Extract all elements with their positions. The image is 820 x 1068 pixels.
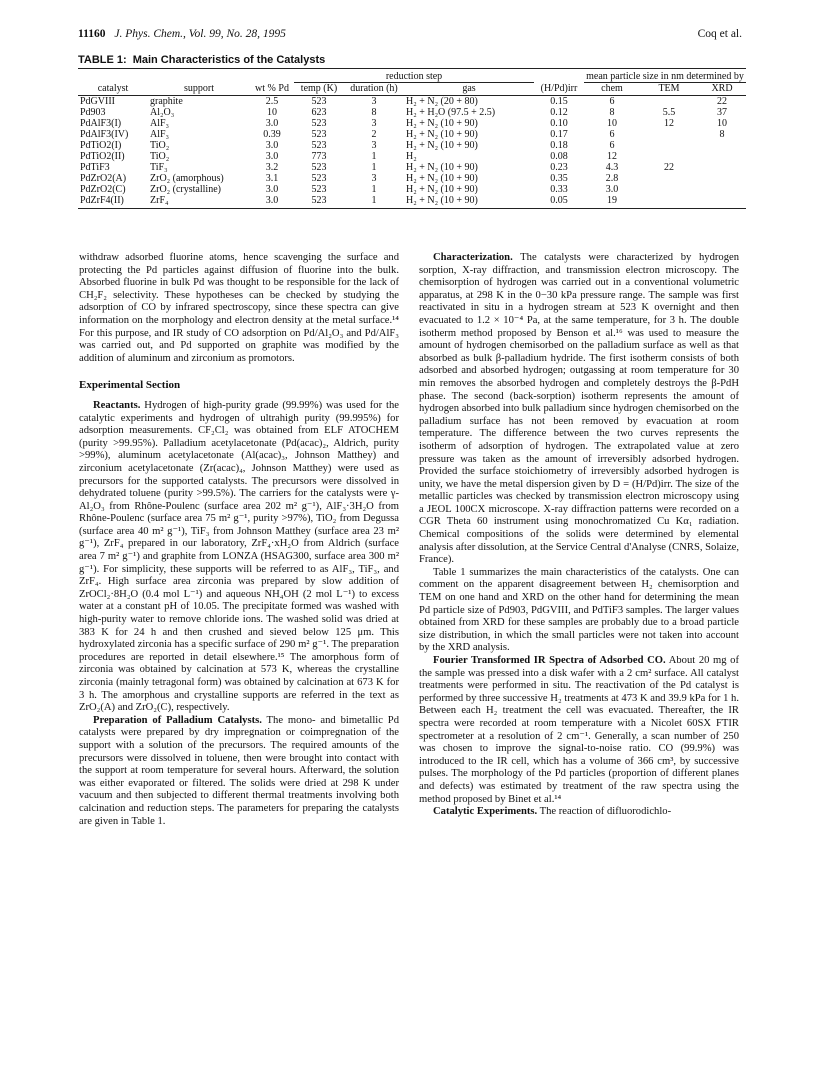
table-summary-paragraph: Table 1 summarizes the main characteristics of the catalysts. One can comment on the apparent disagreement between H₂ chemisorption and TEM on one hand and XRD on the other hand for determining the mean Pd particle size of Pd903, PdGVIII, and PdTiF3 samples. The larger values obtained from XRD for these samples are probably due to a broad particle size distribution, in which the small particles were not taken into account by the XRD analysis. — [419, 566, 739, 654]
table-cell: 10 — [267, 107, 277, 118]
table-cell: PdTiO2(II) — [80, 151, 125, 162]
table-cell: 0.12 — [550, 107, 568, 118]
reactants-paragraph — [79, 400, 399, 715]
reactants-runin: Reactants. — [93, 399, 141, 411]
running-authors: Coq et al. — [697, 28, 742, 40]
column-header: gas — [404, 83, 534, 96]
table-cell: H₂ + N₂ (10 + 90) — [406, 129, 478, 140]
table-cell: 6 — [609, 96, 615, 107]
table-row — [78, 195, 746, 209]
table-row — [78, 129, 746, 140]
table-cell: graphite — [150, 96, 183, 107]
table-cell: 10 — [607, 118, 617, 129]
characterization-text: The catalysts were characterized by hydrogen sorption, X-ray diffraction, and transmission electron microscopy. The chemisorption of hydrogen was carried out in a conventional volumetric apparatus, at 298 K in the 0−30 kPa pressure range. The sample was first reactivated in situ in a hydrogen stream at 523 K overnight and then evacuated to 1.2 × 10⁻⁴ Pa, at the same temperature, for 3 h. The double isotherm method proposed by Benson et al.¹⁶ was used to measure the amount of hydrogen chemisorbed on the palladium surface as well as that absorbed as bulk β-palladium hydride. The first isotherm consists of both adsorbed and absorbed hydrogen; outgassing at room temperature for 30 min removes the absorbed hydrogen and completely destroys the β-PdH phase. The second (back-sorption) isotherm represents the amount of hydrogen absorbed into bulk palladium since hydrogen chemisorbed on the palladium surface has not been removed by evacuation at room temperature. The difference between the two curves represents the isotherm of adsorption of hydrogen. The extrapolated value at zero pressure was taken as the amount of irreversibly adsorbed hydrogen. Provided the surface stoichiometry of irreversibly adsorbed hydrogen is unity, we have the metal dispersion given by D = (H/Pd)irr. The size of the metallic particles was checked by transmission electron microscopy using a JEOL 100CX microscope. X-ray diffraction patterns were recorded on a CGR Theta 60 instrument using monochromatized Cu Kα₁ radiation. Chemical compositions of the solids were determined by elemental analysis after dissolution, at the Service Central d'Analyse (CNRS, Solaize, France). — [419, 252, 739, 566]
table-cell: Al₂O₃ — [150, 107, 175, 118]
table-cell — [640, 140, 698, 151]
table-cell: 6 — [609, 140, 615, 151]
table-cell: 22 — [664, 162, 674, 173]
journal-citation: J. Phys. Chem., Vol. 99, No. 28, 1995 — [114, 28, 286, 40]
table-cell — [640, 184, 698, 195]
group-header-reduction: reduction step — [294, 69, 534, 83]
table-cell — [640, 129, 698, 140]
table-cell: H₂ + N₂ (10 + 90) — [406, 173, 478, 184]
table-cell: 0.39 — [263, 129, 281, 140]
ftir-text: About 20 mg of the sample was pressed into a disk wafer with a 2 cm² surface. All catalyst treatments were performed in situ. The reactivation of the Pd catalyst is performed by three successive H₂ treatments at 473 K and 39.9 kPa for 1 h. Between each H₂ treatment the cell was evacuated. Thereafter, the IR spectra were recorded at room temperature with a Nicolet 60SX FTIR spectrometer at a resolution of 2 cm⁻¹. Generally, a scan number of 250 was chosen to improve the signal-to-noise ratio. CO (99.9%) was introduced to the IR cell, which has a volume of 366 cm³, by successive pulses. The morphology of the Pd particles (proportion of different planes and defects) was estimated by treatment of the raw spectra using the method proposed by Binet et al.¹⁴ — [419, 655, 740, 805]
table-cell: 523 — [311, 184, 327, 195]
table-cell: PdAlF3(IV) — [80, 129, 129, 140]
table-cell: 523 — [311, 162, 327, 173]
table-cell: Pd903 — [80, 107, 106, 118]
table-cell: H₂ + H₂O (97.5 + 2.5) — [406, 107, 496, 118]
table-cell: 19 — [584, 195, 640, 209]
table-cell: 0.33 — [550, 184, 568, 195]
table-cell: 0.08 — [550, 151, 568, 162]
table-cell — [698, 140, 746, 151]
table-cell: H₂ + N₂ (10 + 90) — [406, 118, 478, 129]
table-row — [78, 173, 746, 184]
table-cell — [698, 195, 746, 209]
column-header: XRD — [698, 83, 746, 96]
characterization-runin: Characterization. — [433, 252, 513, 263]
table-cell: 3 — [371, 118, 377, 129]
table-cell: 0.23 — [550, 162, 568, 173]
table-cell — [640, 151, 698, 162]
table-cell: 37 — [717, 107, 727, 118]
column-header: catalyst — [78, 83, 148, 96]
table-cell: 0.15 — [550, 96, 568, 107]
table-cell: 3.0 — [265, 118, 279, 129]
table-cell: 0.05 — [534, 195, 584, 209]
table-cell: ZrF₄ — [148, 195, 250, 209]
table-cell: 3.0 — [605, 184, 619, 195]
table-cell: 523 — [311, 173, 327, 184]
table-cell: 1 — [371, 184, 377, 195]
right-column — [419, 252, 739, 819]
table-cell — [698, 173, 746, 184]
catalytic-text: The reaction of difluorodichlo- — [537, 806, 672, 818]
table-cell: 2.5 — [265, 96, 279, 107]
table-cell: PdTiO2(I) — [80, 140, 122, 151]
table-cell: 3.0 — [265, 184, 279, 195]
table-cell: 523 — [311, 140, 327, 151]
table-cell: PdAlF3(I) — [80, 118, 122, 129]
table-cell: 3 — [371, 140, 377, 151]
table-cell: 523 — [311, 118, 327, 129]
table-cell: 8 — [609, 107, 615, 118]
preparation-paragraph — [79, 715, 399, 828]
table-cell: 3.0 — [265, 140, 279, 151]
intro-paragraph: withdraw adsorbed fluorine atoms, hence scavenging the surface and protecting the Pd particles against diffusion of fluorine into the bulk. Absorbed fluorine in bulk Pd was thought to be responsible for the lack of CH₂F₂ selectivity. These hypotheses can be checked by studying the adsorption of CO by infrared spectroscopy, since these spectra can give information on the morphology and electron density at the metal surface.¹⁴ For this purpose, and IR study of CO adsorption on Pd/Al₂O₃ and Pd/AlF₃ was carried out, and Pd supported on graphite was modified by the addition of aluminum and zirconium as promotors. — [79, 252, 399, 364]
group-header-particle-size: mean particle size in nm determined by — [584, 69, 746, 83]
table-cell: 6 — [609, 129, 615, 140]
preparation-text: The mono- and bimetallic Pd catalysts were prepared by dry impregnation or coimpregnation of the support with a solution of the precursors. The required amounts of the precursors were dissolved in toluene, then were brought into contact with the support at room temperature for several hours. Afterward, the solution was either evaporated or filtered. The solids were dried at 298 K under vacuum and then subjected to different thermal treatments involving both calcination and reduction steps. The parameters for preparing the catalysts are given in Table 1. — [79, 714, 399, 827]
table-row — [78, 184, 746, 195]
table-cell: PdTiF3 — [80, 162, 110, 173]
table-cell: 3.0 — [250, 195, 294, 209]
table-cell: 523 — [311, 96, 327, 107]
left-column — [79, 252, 399, 828]
column-header: TEM — [640, 83, 698, 96]
table-cell: 3.1 — [265, 173, 279, 184]
table-row — [78, 107, 746, 118]
table-cell: ZrO₂ (amorphous) — [150, 173, 224, 184]
page-number: 11160 — [78, 28, 106, 40]
table-cell: 2 — [371, 129, 377, 140]
table-cell: 0.17 — [550, 129, 568, 140]
table-cell: TiO₂ — [150, 151, 170, 162]
table-cell: PdZrO2(C) — [80, 184, 126, 195]
catalytic-paragraph — [419, 806, 739, 819]
table-cell: 8 — [719, 129, 725, 140]
table-cell: PdZrF4(II) — [78, 195, 148, 209]
characterization-paragraph — [419, 252, 739, 567]
table-cell: 12 — [607, 151, 617, 162]
table-cell — [640, 173, 698, 184]
table-cell: AlF₃ — [150, 129, 170, 140]
table-cell: H₂ + N₂ (10 + 90) — [406, 140, 478, 151]
table-cell: 4.3 — [605, 162, 619, 173]
table-cell — [698, 151, 746, 162]
column-header: chem — [584, 83, 640, 96]
table-row — [78, 118, 746, 129]
table-cell — [698, 162, 746, 173]
table-cell: 8 — [371, 107, 377, 118]
table-cell: PdZrO2(A) — [80, 173, 127, 184]
table-cell: 523 — [294, 195, 344, 209]
table-cell: 523 — [311, 129, 327, 140]
table-cell: 0.35 — [550, 173, 568, 184]
table-cell: 12 — [664, 118, 674, 129]
table-cell: H₂ + N₂ (20 + 80) — [406, 96, 478, 107]
table-cell: TiO₂ — [150, 140, 170, 151]
table-cell: 10 — [717, 118, 727, 129]
table-cell: 5.5 — [662, 107, 676, 118]
table-title: Main Characteristics of the Catalysts — [132, 54, 326, 66]
table-cell: PdGVIII — [80, 96, 115, 107]
table-cell: 3 — [371, 96, 377, 107]
table-row — [78, 96, 746, 108]
table-cell: TiF₃ — [150, 162, 168, 173]
table-cell: 0.18 — [550, 140, 568, 151]
catalyst-table — [78, 68, 746, 209]
catalytic-runin: Catalytic Experiments. — [433, 806, 538, 818]
table-row — [78, 162, 746, 173]
ftir-runin: Fourier Transformed IR Spectra of Adsorbed CO. — [433, 655, 666, 666]
table-cell: ZrO₂ (crystalline) — [150, 184, 221, 195]
table-cell — [698, 184, 746, 195]
section-heading: Experimental Section — [79, 379, 181, 392]
table-cell: 2.8 — [605, 173, 619, 184]
column-header: temp (K) — [294, 83, 344, 96]
table-cell: H₂ + N₂ (10 + 90) — [404, 195, 534, 209]
table-cell: 623 — [311, 107, 327, 118]
table-cell: AlF₃ — [150, 118, 170, 129]
table-cell: 3.2 — [265, 162, 279, 173]
column-header: (H/Pd)irr — [534, 83, 584, 96]
table-cell: 1 — [371, 162, 377, 173]
table-row — [78, 151, 746, 162]
table-cell: H₂ + N₂ (10 + 90) — [406, 184, 478, 195]
table-cell: 773 — [311, 151, 327, 162]
table-caption — [78, 54, 325, 66]
table-cell: 22 — [717, 96, 727, 107]
running-header — [78, 28, 742, 40]
column-header: support — [148, 83, 250, 96]
table-cell: 1 — [371, 151, 377, 162]
table-cell — [640, 195, 698, 209]
table-cell — [640, 96, 698, 108]
reactants-text: Hydrogen of high-purity grade (99.99%) was used for the catalytic experiments and hydrogen of ultrahigh purity (99.995%) for adsorption measurements. CF₂Cl₂ was obtained from ELF ATOCHEM (purity >99.95%). Palladium acetylacetonate (Pd(acac)₂, Aldrich, purity >99%), aluminum acetylacetonate (Al(acac)₃, Johnson Matthey) and zirconium acetylacetonate (Zr(acac)₄, Johnson Matthey) were used as precursors for the supported catalysts. The precursors were dissolved in dehydrated toluene (purity >99.5%). The carriers for the catalysts were γ-Al₂O₃ from Rhône-Poulenc (surface area 202 m² g⁻¹), AlF₃·3H₂O from Rhône-Poulenc (surface area 75 m² g⁻¹, purity >97%), TiO₂ from Degussa (surface area 40 m² g⁻¹), TiF₃ from Johnson Matthey (surface area 23 m² g⁻¹), ZrF₄ prepared in our laboratory, ZrF₄·xH₂O from Aldrich (surface area 7 m² g⁻¹) and graphite from LONZA (HSAG300, surface area 300 m² g⁻¹). For simplicity, these supports will be referred to as AlF₃, TiF₃, and ZrF₄. High surface area zirconia was prepared by slow addition of ZrOCl₂·8H₂O (0.4 mol L⁻¹) and aqueous NH₄OH (2 mol L⁻¹) to excess water at a constant pH of 10.05. The precipitate formed was washed with high-purity water to remove chloride ions. The washed solid was dried at 383 K for 24 h and then crushed and sieved below 125 μm. This hydroxylated zirconia has a specific surface of 290 m² g⁻¹. The preparation procedures are reported in detail elsewhere.¹⁵ The amorphous form of zirconia was obtained by calcination at 573 K, whereas the crystalline zirconia (mainly tetragonal form) was obtained by calcination at 673 K for 3 h. The amorphous and crystalline supports are referred in the text as ZrO₂(A) and ZrO₂(C), respectively. — [79, 399, 399, 714]
table-cell: 0.10 — [550, 118, 568, 129]
ftir-paragraph — [419, 655, 739, 806]
table-cell: H₂ — [406, 151, 417, 162]
table-label: TABLE 1: — [78, 54, 127, 66]
column-header: wt % Pd — [250, 83, 294, 96]
table-row — [78, 140, 746, 151]
table-cell: H₂ + N₂ (10 + 90) — [406, 162, 478, 173]
table-cell: 3.0 — [265, 151, 279, 162]
preparation-runin: Preparation of Palladium Catalysts. — [93, 714, 262, 726]
column-header: duration (h) — [344, 83, 404, 96]
table-cell: 3 — [371, 173, 377, 184]
table-cell: 1 — [344, 195, 404, 209]
